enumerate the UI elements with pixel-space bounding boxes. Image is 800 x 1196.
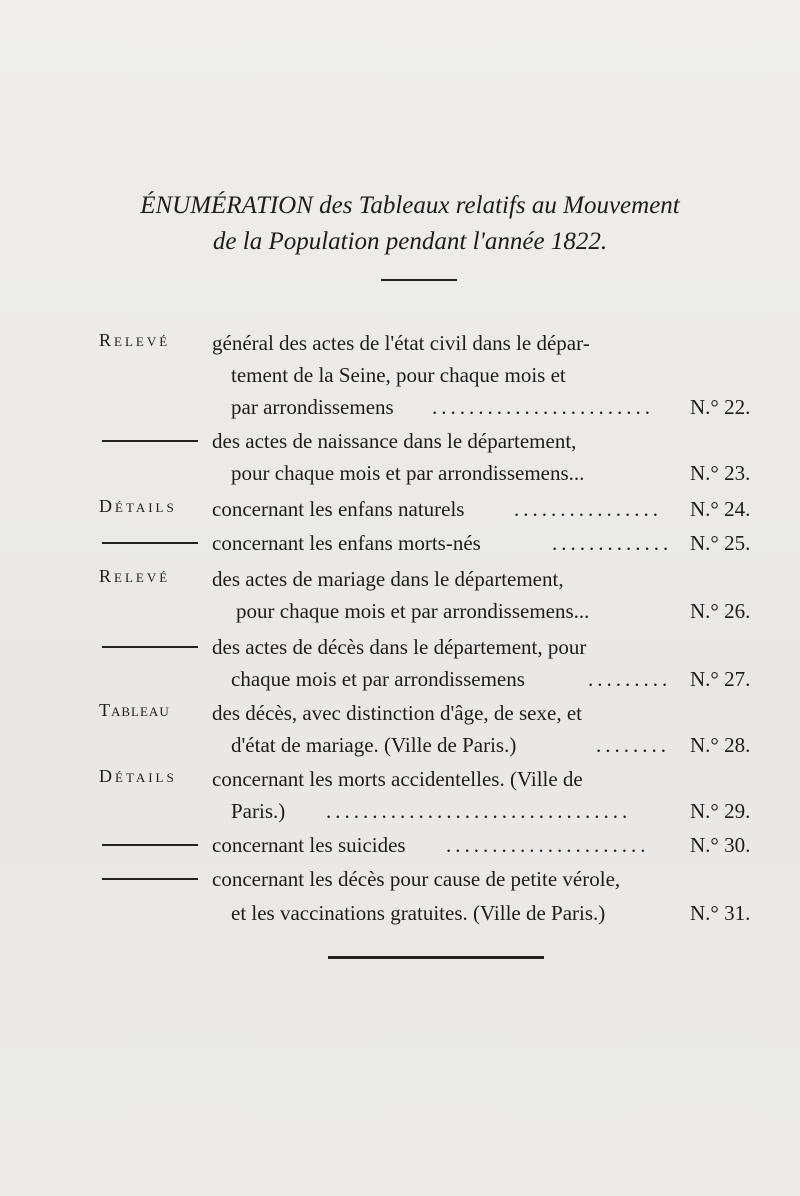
leader-dots: ........ (596, 733, 670, 757)
entry-number: N.° 29. (690, 799, 751, 823)
entry-label: Détails (99, 766, 177, 786)
entry-text-line: pour chaque mois et par arrondissemens... (236, 599, 590, 623)
ditto-dash (102, 844, 198, 846)
ditto-dash (102, 440, 198, 442)
entry-text-line: d'état de mariage. (Ville de Paris.) (231, 733, 517, 757)
entry-text-line: concernant les décès pour cause de petite vérole, (212, 867, 621, 891)
entry-text-line: par arrondissemens (231, 395, 394, 419)
entry-text-line: concernant les suicides (212, 833, 406, 857)
leader-dots: ............. (552, 531, 673, 555)
entry-number: N.° 23. (690, 461, 751, 485)
leader-dots: ......... (588, 667, 672, 691)
entry-label: Relevé (99, 566, 171, 586)
entry-text-line: pour chaque mois et par arrondissemens... (231, 461, 585, 485)
entry-number: N.° 27. (690, 667, 751, 691)
entry-text-line: tement de la Seine, pour chaque mois et (231, 363, 566, 387)
entry-label: Détails (99, 496, 177, 516)
leader-dots: ...................... (446, 833, 650, 857)
ditto-dash (102, 542, 198, 544)
entry-number: N.° 30. (690, 833, 751, 857)
entry-text-line: chaque mois et par arrondissemens (231, 667, 525, 691)
entry-number: N.° 22. (690, 395, 751, 419)
entry-label: Relevé (99, 330, 171, 350)
entry-text-line: concernant les morts accidentelles. (Ville de (212, 767, 583, 791)
entry-text-line: des actes de mariage dans le département, (212, 567, 564, 591)
leader-dots: ................................. (326, 799, 632, 823)
title-line-2: de la Population pendant l'année 1822. (212, 228, 608, 255)
entry-text-line: concernant les enfans naturels (212, 497, 465, 521)
entry-number: N.° 24. (690, 497, 751, 521)
entry-text-line: des actes de décès dans le département, pour (212, 635, 587, 659)
leader-dots: ........................ (432, 395, 654, 419)
entry-text-line: général des actes de l'état civil dans le dépar- (212, 331, 590, 355)
entry-text-line: concernant les enfans morts-nés (212, 531, 481, 555)
ditto-dash (102, 646, 198, 648)
entry-number: N.° 25. (690, 531, 751, 555)
entry-number: N.° 28. (690, 733, 751, 757)
title-divider (381, 279, 457, 281)
entry-label: Tableau (99, 700, 170, 720)
ditto-dash (102, 878, 198, 880)
entry-text-line: Paris.) (231, 799, 286, 823)
entry-text-line: des actes de naissance dans le département, (212, 429, 577, 453)
entry-text-line: des décès, avec distinction d'âge, de sexe, et (212, 701, 582, 725)
leader-dots: ................ (514, 497, 662, 521)
entry-text-line: et les vaccinations gratuites. (Ville de Paris.) (231, 901, 606, 925)
title-line-1: ÉNUMÉRATION des Tableaux relatifs au Mouvement (140, 192, 680, 219)
entry-number: N.° 26. (690, 599, 751, 623)
entry-number: N.° 31. (690, 901, 751, 925)
closing-rule (328, 956, 544, 959)
